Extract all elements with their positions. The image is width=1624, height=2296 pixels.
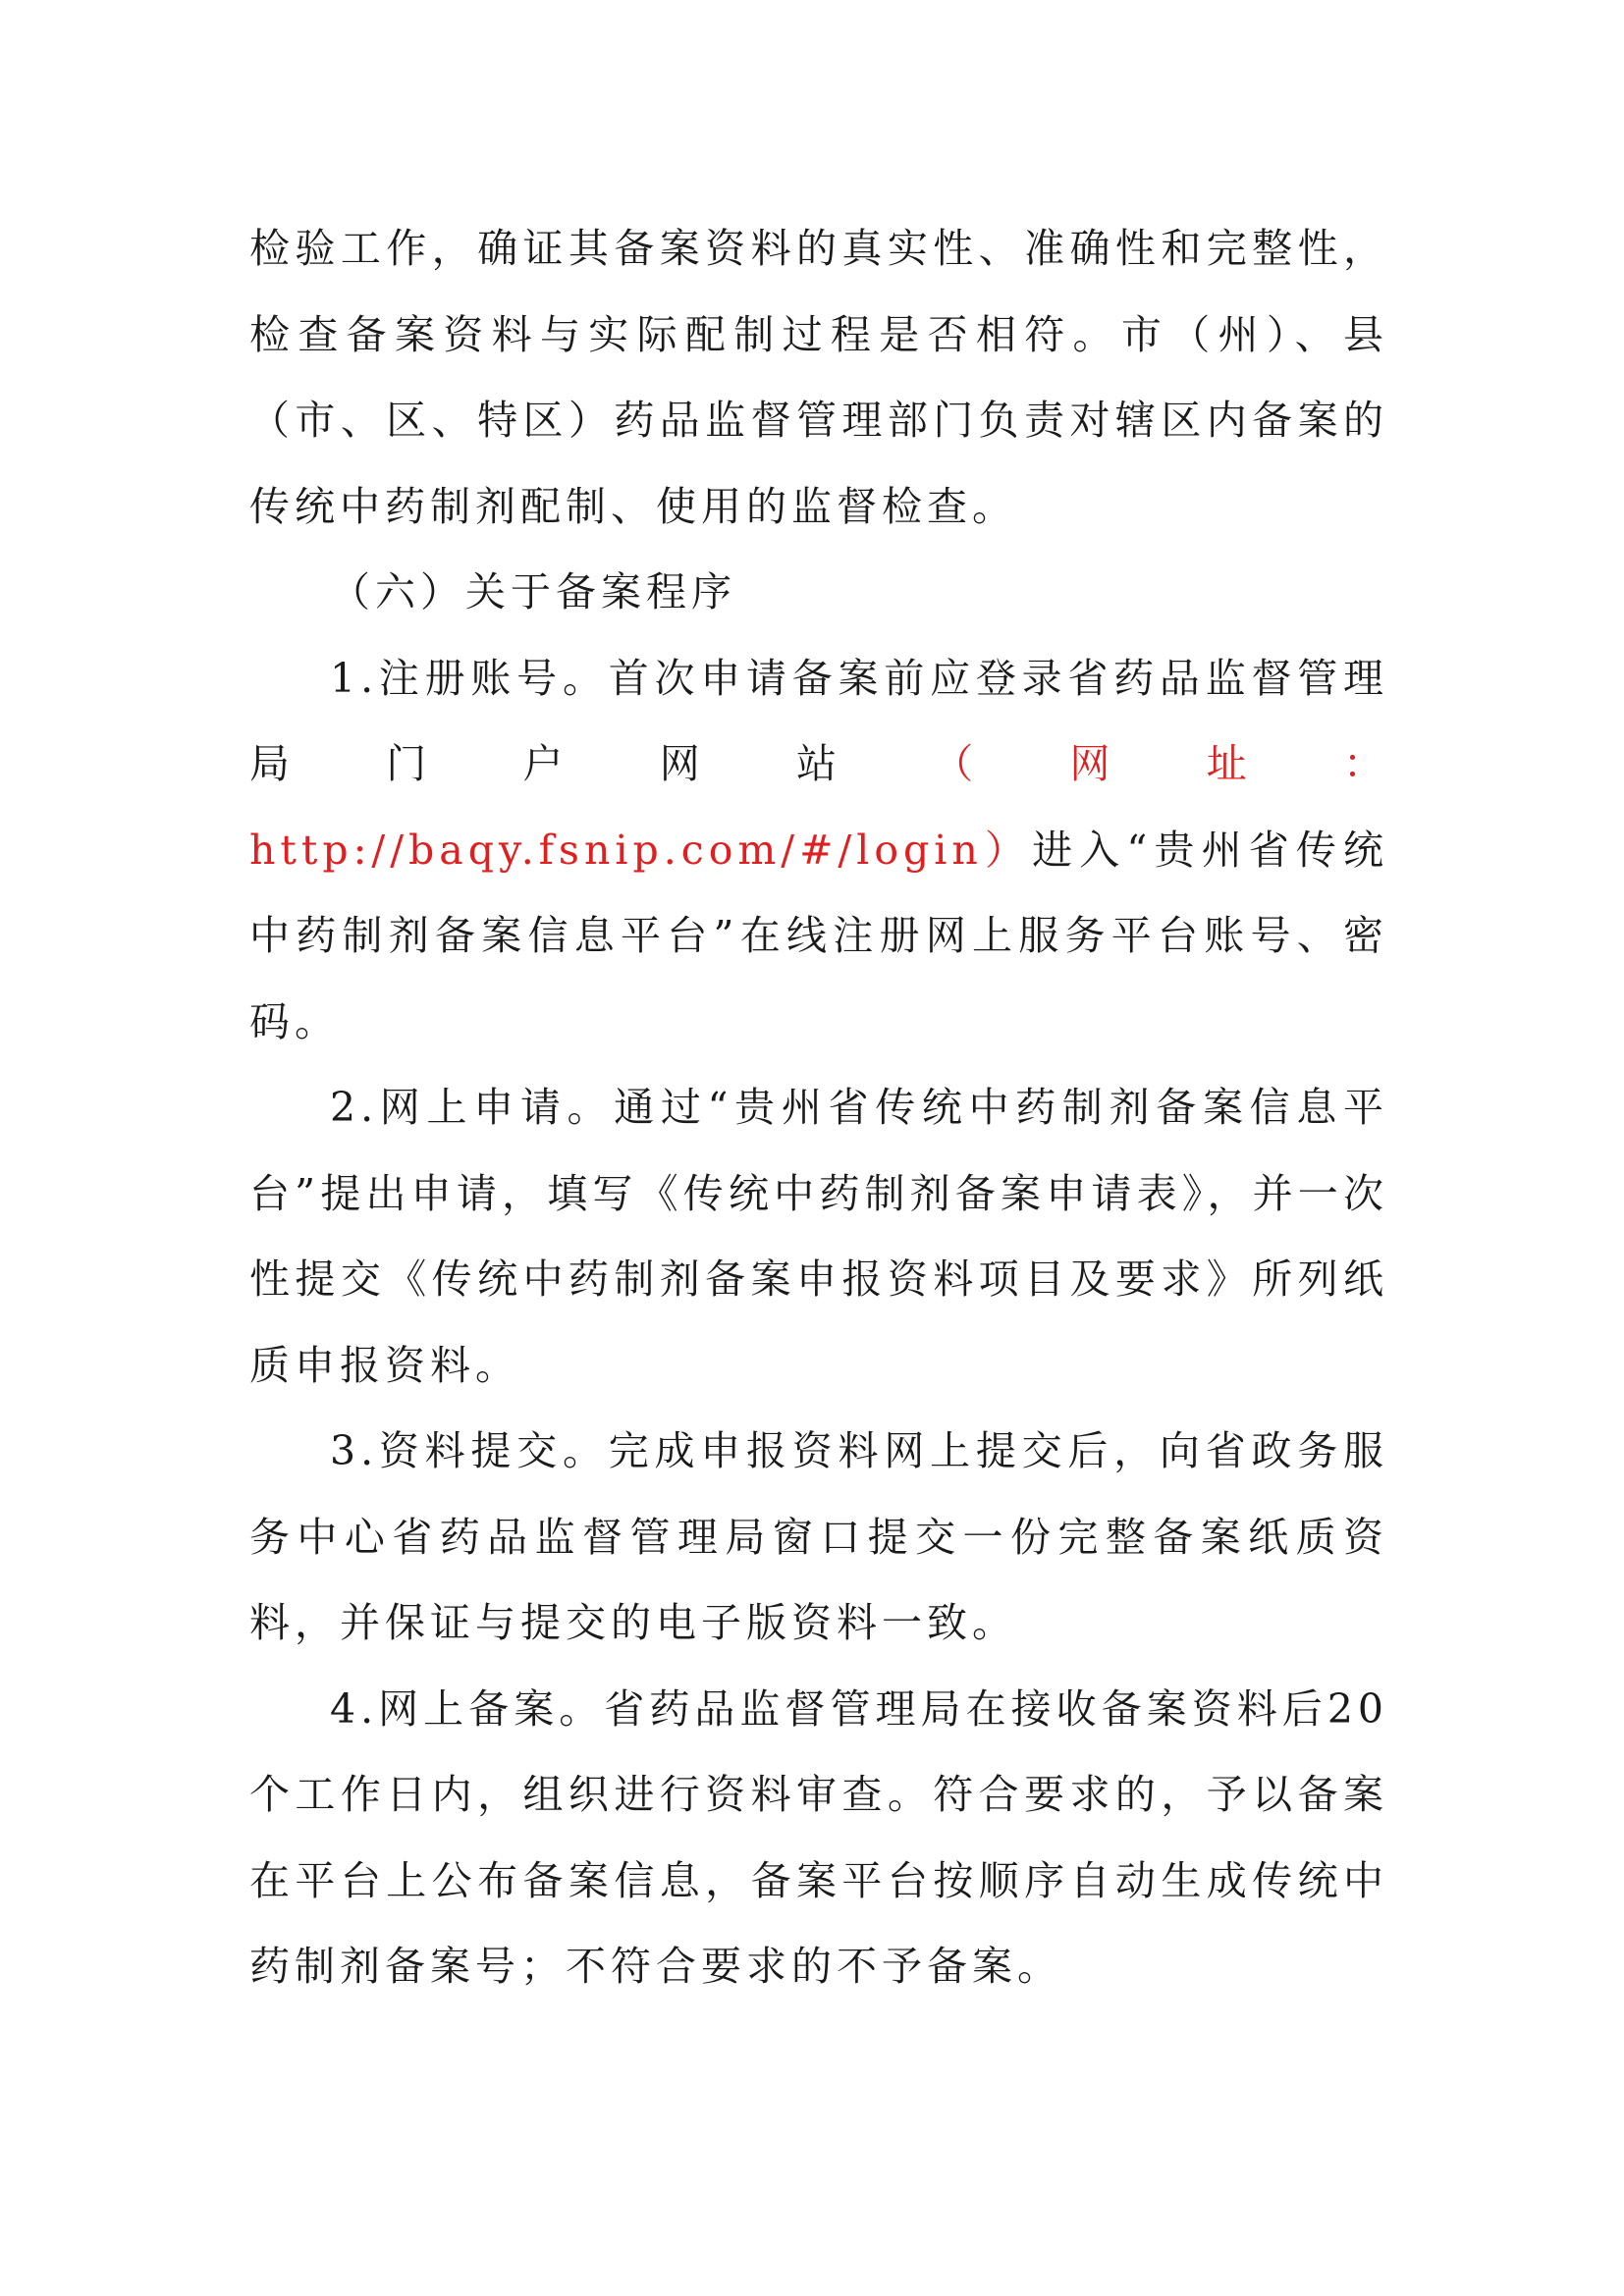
website-url-link[interactable]: （网址：http://baqy.fsnip.com/#/login） xyxy=(249,740,1388,874)
paragraph-step3-material-submission: 3.资料提交。完成申报资料网上提交后，向省政务服务中心省药品监督管理局窗口提交一份完整备案纸质资料，并保证与提交的电子版资料一致。 xyxy=(249,1427,1388,1646)
document-body xyxy=(249,206,1388,2010)
paragraph-step1-register-account xyxy=(249,636,1388,1066)
step1-text-before-url: 1.注册账号。首次申请备案前应登录省药品监督管理局门户网站 xyxy=(249,654,1388,787)
step1-text-after-url: 进入“贵州省传统中药制剂备案信息平台”在线注册网上服务平台账号、密码。 xyxy=(249,826,1388,1045)
paragraph-step2-online-application: 2.网上申请。通过“贵州省传统中药制剂备案信息平台”提出申请，填写《传统中药制剂备案申请表》，并一次性提交《传统中药制剂备案申报资料项目及要求》所列纸质申报资料。 xyxy=(249,1084,1388,1389)
paragraph-step4-online-filing: 4.网上备案。省药品监督管理局在接收备案资料后20个工作日内，组织进行资料审查。符合要求的，予以备案在平台上公布备案信息，备案平台按顺序自动生成传统中药制剂备案号；不符合要求的不予备案。 xyxy=(249,1684,1388,1990)
section-heading-filing-procedure: （六）关于备案程序 xyxy=(330,568,736,615)
paragraph-inspection-duties: 检验工作，确证其备案资料的真实性、准确性和完整性，检查备案资料与实际配制过程是否相符。市（州）、县（市、区、特区）药品监督管理部门负责对辖区内备案的传统中药制剂配制、使用的监督检查。 xyxy=(249,225,1388,530)
